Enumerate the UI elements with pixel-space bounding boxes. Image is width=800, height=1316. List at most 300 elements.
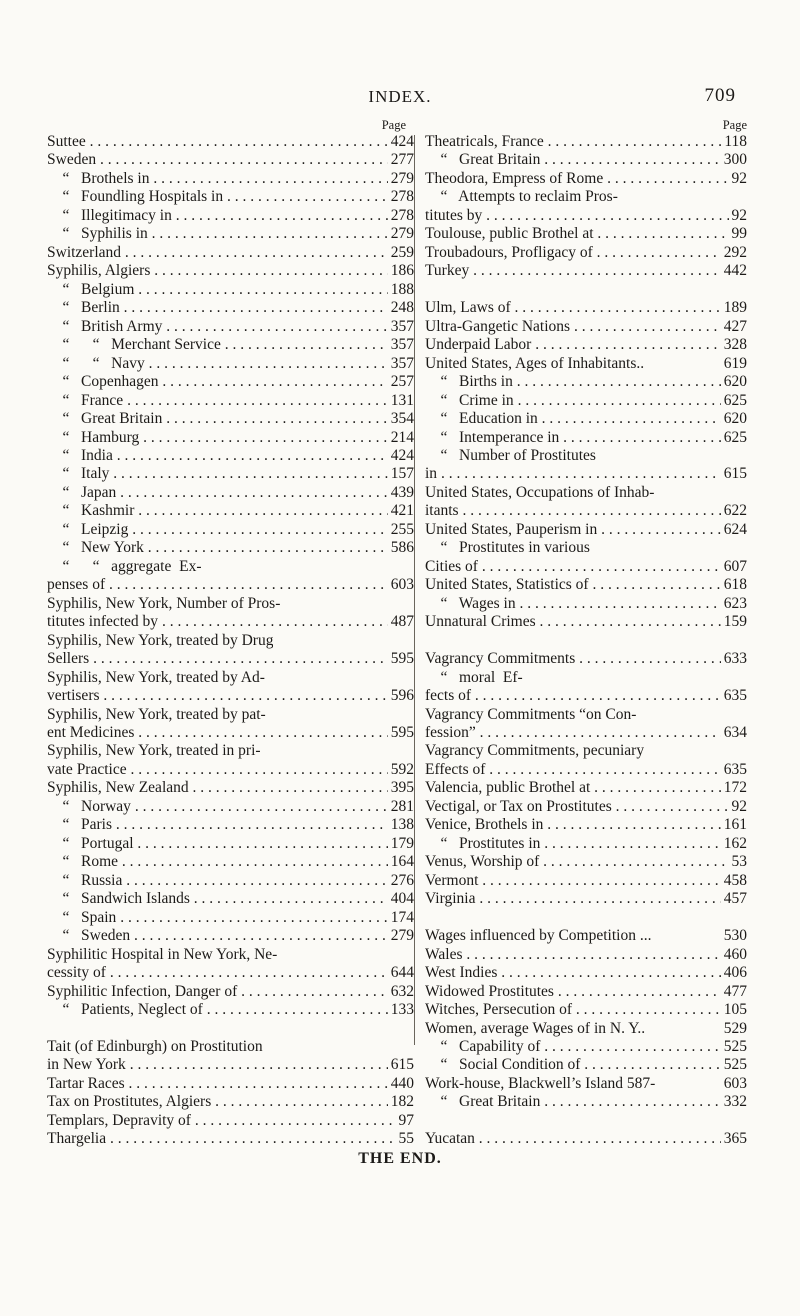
entry-page-number: 357 — [390, 354, 414, 372]
entry-text: “ Berlin . . . — [47, 299, 388, 317]
entry-text: “ Intemperance in . . . — [425, 429, 721, 447]
index-entry — [47, 521, 414, 539]
entry-text: “ Patients, Neglect of . . . — [47, 1001, 388, 1019]
right-index-column — [425, 117, 747, 1149]
entry-text: Sweden . . . — [47, 151, 388, 169]
entry-text: “ Prostitutes in . . . — [425, 835, 721, 853]
entry-page-number: 395 — [390, 779, 414, 797]
entry-text: Cities of . . . — [425, 558, 721, 576]
entry-text: penses of . . . — [47, 576, 388, 594]
index-entry — [47, 946, 414, 964]
entry-page-number: 279 — [390, 225, 414, 243]
entry-text: “ Rome . . . — [47, 853, 388, 871]
entry-text: in . . . — [425, 465, 721, 483]
index-entry — [425, 927, 747, 945]
index-entry — [425, 502, 747, 520]
index-entry — [47, 613, 414, 631]
entry-page-number: 529 — [723, 1019, 747, 1037]
entry-page-number: 623 — [723, 594, 747, 612]
entry-page-number: 634 — [723, 724, 747, 741]
entry-page-number: 357 — [390, 336, 414, 354]
entry-page-number: 424 — [390, 133, 414, 150]
entry-text: “ Syphilis in . . . — [47, 225, 388, 243]
entry-text: “ India . . . — [47, 447, 388, 465]
entry-page-number: 92 — [731, 206, 747, 224]
entry-page-number: 644 — [390, 964, 414, 982]
entry-text: Suttee . . . — [47, 133, 388, 151]
entry-page-number: 607 — [723, 557, 747, 575]
entry-page-number: 625 — [723, 391, 747, 409]
index-entry — [47, 890, 414, 908]
entry-text: Syphilitic Hospital in New York, Ne- — [47, 945, 278, 963]
entry-page-number: 615 — [723, 465, 747, 483]
entry-text: fects of . . . — [425, 687, 721, 705]
entry-text: Thargelia . . . — [47, 1130, 396, 1148]
entry-text: “ Education in . . . — [425, 410, 721, 428]
entry-page-number: 174 — [390, 908, 414, 926]
entry-text: Wales . . . — [425, 946, 721, 964]
entry-page-number: 133 — [390, 1001, 414, 1019]
index-entry — [425, 244, 747, 262]
entry-text: Syphilis, New Zealand . . . — [47, 779, 388, 797]
entry-text: “ Sandwich Islands . . . — [47, 890, 388, 908]
index-entry — [425, 392, 747, 410]
entry-page-number: 635 — [723, 687, 747, 705]
index-entry — [425, 225, 747, 243]
entry-text: Witches, Persecution of . . . — [425, 1001, 721, 1019]
entry-text: “ Number of Prostitutes — [425, 446, 596, 464]
index-entry — [425, 1001, 747, 1019]
entry-page-number: 620 — [723, 410, 747, 428]
index-entry — [47, 927, 414, 945]
entry-text: “ Prostitutes in various — [425, 539, 590, 557]
entry-text: Yucatan . . . — [425, 1130, 721, 1148]
entry-text: Syphilis, New York, treated by pat- — [47, 705, 266, 723]
index-entry — [425, 355, 747, 373]
index-entry — [425, 761, 747, 779]
entry-page-number: 276 — [390, 871, 414, 889]
entry-text: Wages influenced by Competition ... — [425, 927, 652, 945]
index-entry — [425, 983, 747, 1001]
page-column-heading: Page — [722, 118, 747, 132]
entry-text: Valencia, public Brothel at . . . — [425, 779, 721, 797]
index-entry — [47, 392, 414, 410]
index-entry — [425, 613, 747, 631]
entry-text: “ “ Merchant Service . . . — [47, 336, 388, 354]
entry-page-number: 189 — [723, 299, 747, 317]
entry-text: Underpaid Labor . . . — [425, 336, 721, 354]
entry-text: “ Norway . . . — [47, 798, 388, 816]
entry-page-number: 279 — [390, 927, 414, 945]
entry-page-number: 404 — [390, 890, 414, 908]
entry-page-number: 277 — [390, 151, 414, 169]
entry-text: itants . . . — [425, 502, 721, 520]
index-entry — [425, 1112, 747, 1130]
index-entry — [425, 410, 747, 428]
index-entry — [47, 687, 414, 705]
entry-text: Vagrancy Commitments “on Con- — [425, 705, 637, 723]
index-entry — [47, 632, 414, 650]
entry-page-number: 622 — [723, 502, 747, 520]
entry-text: “ Portugal . . . — [47, 835, 388, 853]
index-entry — [47, 742, 414, 760]
entry-page-number: 281 — [390, 797, 414, 815]
entry-page-number: 255 — [390, 520, 414, 538]
index-entry — [425, 742, 747, 760]
entry-text: “ Great Britain . . . — [425, 151, 721, 169]
entry-page-number: 406 — [723, 964, 747, 982]
index-entry — [425, 632, 747, 650]
page-number: 709 — [704, 85, 736, 106]
entry-text: cessity of . . . — [47, 964, 388, 982]
index-entry — [47, 595, 414, 613]
index-entry — [47, 318, 414, 336]
entry-page-number: 525 — [723, 1056, 747, 1074]
entry-text: Work-house, Blackwell’s Island 587- — [425, 1074, 656, 1092]
index-entry — [47, 373, 414, 391]
index-entry — [425, 299, 747, 317]
index-entry — [425, 1075, 747, 1093]
entry-text: Toulouse, public Brothel at . . . — [425, 225, 729, 243]
entry-text: United States, Pauperism in . . . — [425, 521, 721, 539]
index-entry — [47, 706, 414, 724]
entry-text: Syphilitic Infection, Danger of . . . — [47, 983, 388, 1001]
index-entry — [425, 1020, 747, 1038]
entry-page-number: 138 — [390, 816, 414, 834]
entry-page-number: 131 — [390, 391, 414, 409]
index-entry — [47, 669, 414, 687]
entry-text: Syphilis, Algiers . . . — [47, 262, 388, 280]
index-entry — [425, 872, 747, 890]
entry-text: Virginia . . . — [425, 890, 721, 908]
index-entry — [425, 151, 747, 169]
index-entry — [425, 576, 747, 594]
entry-text: titutes by . . . — [425, 207, 729, 225]
index-entry — [425, 188, 747, 206]
index-entry — [47, 558, 414, 576]
index-entry — [47, 262, 414, 280]
index-entry — [47, 355, 414, 373]
entry-text: “ Copenhagen . . . — [47, 373, 388, 391]
entry-text: “ Social Condition of . . . — [425, 1056, 721, 1074]
entry-page-number: 365 — [723, 1130, 747, 1148]
entry-page-number: 248 — [390, 299, 414, 317]
index-entry — [47, 576, 414, 594]
index-entry — [425, 964, 747, 982]
entry-page-number: 92 — [731, 169, 747, 187]
entry-text: Tartar Races . . . — [47, 1075, 388, 1093]
index-entry — [425, 373, 747, 391]
index-entry — [47, 188, 414, 206]
entry-page-number: 595 — [390, 650, 414, 668]
index-entry — [425, 946, 747, 964]
entry-text: United States, Occupations of Inhab- — [425, 483, 655, 501]
entry-page-number: 279 — [390, 169, 414, 187]
index-entry — [425, 779, 747, 797]
entry-text: Ulm, Laws of . . . — [425, 299, 721, 317]
index-entry — [47, 650, 414, 668]
entry-text: “ France . . . — [47, 392, 388, 410]
entry-page-number: 357 — [390, 317, 414, 335]
entry-text: “ Capability of . . . — [425, 1038, 721, 1056]
index-entry — [47, 281, 414, 299]
entry-text: “ British Army . . . — [47, 318, 388, 336]
entry-page-number: 105 — [723, 1001, 747, 1019]
entry-text: “ Russia . . . — [47, 872, 388, 890]
entry-text: Effects of . . . — [425, 761, 721, 779]
entry-text: United States, Statistics of . . . — [425, 576, 721, 594]
index-entry — [425, 429, 747, 447]
index-entry — [47, 724, 414, 742]
index-entry — [47, 1038, 414, 1056]
index-entry — [425, 595, 747, 613]
entry-text: Turkey . . . — [425, 262, 721, 280]
entry-text: Vectigal, or Tax on Prostitutes . . . — [425, 798, 729, 816]
entry-text: Venus, Worship of . . . — [425, 853, 729, 871]
entry-text: Unnatural Crimes . . . — [425, 613, 721, 631]
entry-text: Venice, Brothels in . . . — [425, 816, 721, 834]
entry-page-number: 300 — [723, 151, 747, 169]
entry-page-number: 159 — [723, 613, 747, 631]
entry-text: “ Crime in . . . — [425, 392, 721, 410]
entry-page-number: 442 — [723, 262, 747, 280]
entry-text: “ Foundling Hospitals in . . . — [47, 188, 388, 206]
index-entry — [425, 650, 747, 668]
entry-text: “ Paris . . . — [47, 816, 388, 834]
entry-text: “ Illegitimacy in . . . — [47, 207, 388, 225]
entry-page-number: 615 — [390, 1056, 414, 1074]
entry-text: “ Spain . . . — [47, 909, 388, 927]
index-entry — [425, 521, 747, 539]
entry-page-number: 421 — [390, 502, 414, 520]
index-entry — [425, 669, 747, 687]
index-entry — [47, 244, 414, 262]
index-entry — [425, 687, 747, 705]
entry-text: “ Belgium . . . — [47, 281, 388, 299]
index-entry — [47, 964, 414, 982]
index-entry — [425, 262, 747, 280]
right-entry-list — [425, 133, 747, 1149]
entry-page-number: 161 — [723, 816, 747, 834]
index-entry — [47, 170, 414, 188]
page-title: INDEX. — [368, 87, 432, 106]
entry-page-number: 632 — [390, 982, 414, 1000]
entry-page-number: 257 — [390, 373, 414, 391]
entry-text: “ Births in . . . — [425, 373, 721, 391]
entry-text: “ Leipzig . . . — [47, 521, 388, 539]
entry-text: vate Practice . . . — [47, 761, 388, 779]
entry-text: “ Great Britain . . . — [425, 1093, 721, 1111]
index-entry — [47, 835, 414, 853]
entry-page-number: 292 — [723, 243, 747, 261]
index-entry — [47, 447, 414, 465]
index-entry — [47, 798, 414, 816]
entry-text: Ultra-Gangetic Nations . . . — [425, 318, 721, 336]
entry-page-number: 354 — [390, 410, 414, 428]
index-entry — [425, 798, 747, 816]
entry-page-number: 332 — [723, 1093, 747, 1111]
index-entry — [47, 983, 414, 1001]
index-entry — [425, 539, 747, 557]
index-entry — [425, 558, 747, 576]
left-index-column — [47, 117, 414, 1149]
index-entry — [47, 502, 414, 520]
entry-text: “ Wages in . . . — [425, 595, 721, 613]
left-entry-list — [47, 133, 414, 1149]
entry-page-number: 259 — [390, 243, 414, 261]
index-entry — [425, 853, 747, 871]
entry-page-number: 633 — [723, 650, 747, 668]
entry-text: “ “ aggregate Ex- — [47, 557, 202, 575]
entry-page-number: 172 — [723, 779, 747, 797]
entry-text: Tax on Prostitutes, Algiers . . . — [47, 1093, 388, 1111]
entry-page-number: 427 — [723, 317, 747, 335]
entry-text: “ “ Navy . . . — [47, 355, 388, 373]
index-entry — [47, 207, 414, 225]
entry-page-number: 157 — [390, 465, 414, 483]
entry-page-number: 179 — [390, 834, 414, 852]
entry-page-number: 188 — [390, 280, 414, 298]
entry-text: Women, average Wages of in N. Y.. — [425, 1019, 646, 1037]
index-entry — [425, 484, 747, 502]
index-entry — [47, 1001, 414, 1019]
entry-page-number: 619 — [723, 354, 747, 372]
entry-text: United States, Ages of Inhabitants.. — [425, 354, 645, 372]
entry-page-number: 487 — [390, 613, 414, 631]
the-end-footer: THE END. — [358, 1150, 442, 1167]
entry-page-number: 55 — [398, 1130, 414, 1148]
index-entry — [425, 835, 747, 853]
entry-text: Sellers . . . — [47, 650, 388, 668]
entry-page-number: 278 — [390, 206, 414, 224]
index-entry — [425, 281, 747, 299]
entry-page-number: 460 — [723, 945, 747, 963]
index-entry — [425, 890, 747, 908]
index-entry — [425, 724, 747, 742]
entry-page-number: 457 — [723, 890, 747, 908]
entry-text: Vagrancy Commitments, pecuniary — [425, 742, 645, 760]
index-entry — [47, 1075, 414, 1093]
index-entry — [425, 207, 747, 225]
entry-text: Vermont . . . — [425, 872, 721, 890]
index-entry — [47, 336, 414, 354]
index-entry — [425, 318, 747, 336]
entry-page-number: 525 — [723, 1037, 747, 1055]
entry-text: Syphilis, New York, treated by Ad- — [47, 668, 265, 686]
index-entry — [47, 133, 414, 151]
index-entry — [425, 1093, 747, 1111]
entry-page-number: 586 — [390, 539, 414, 557]
entry-page-number: 92 — [731, 797, 747, 815]
entry-page-number: 477 — [723, 982, 747, 1000]
entry-page-number: 328 — [723, 336, 747, 354]
entry-page-number: 214 — [390, 428, 414, 446]
index-entry — [425, 133, 747, 151]
entry-page-number: 162 — [723, 834, 747, 852]
entry-text: “ Italy . . . — [47, 465, 388, 483]
entry-page-number: 118 — [724, 133, 747, 150]
index-entry — [47, 1093, 414, 1111]
entry-page-number: 603 — [390, 576, 414, 594]
entry-page-number: 618 — [723, 576, 747, 594]
entry-text: Tait (of Edinburgh) on Prostitution — [47, 1037, 263, 1055]
entry-text: “ moral Ef- — [425, 668, 523, 686]
index-entry — [425, 1056, 747, 1074]
index-entry — [425, 447, 747, 465]
index-entry — [47, 1020, 414, 1038]
entry-text: “ Kashmir . . . — [47, 502, 388, 520]
index-entry — [47, 816, 414, 834]
entry-page-number: 186 — [390, 262, 414, 280]
entry-page-number: 624 — [723, 520, 747, 538]
index-entry — [47, 853, 414, 871]
index-entry — [47, 779, 414, 797]
index-entry — [47, 429, 414, 447]
entry-text: “ New York . . . — [47, 539, 388, 557]
column-divider — [414, 135, 415, 1045]
entry-text: Switzerland . . . — [47, 244, 388, 262]
index-entry — [425, 1038, 747, 1056]
index-entry — [47, 1112, 414, 1130]
index-entry — [425, 816, 747, 834]
index-entry — [425, 706, 747, 724]
entry-page-number: 439 — [390, 483, 414, 501]
index-entry — [425, 336, 747, 354]
entry-text: in New York . . . — [47, 1056, 388, 1074]
entry-page-number: 53 — [731, 853, 747, 871]
entry-page-number: 97 — [398, 1111, 414, 1129]
entry-text: Templars, Depravity of . . . — [47, 1112, 396, 1130]
entry-text: Widowed Prostitutes . . . — [425, 983, 721, 1001]
entry-text: “ Hamburg . . . — [47, 429, 388, 447]
entry-page-number: 596 — [390, 687, 414, 705]
index-entry — [47, 465, 414, 483]
entry-page-number: 595 — [390, 724, 414, 741]
entry-text: “ Brothels in . . . — [47, 170, 388, 188]
entry-text: “ Sweden . . . — [47, 927, 388, 945]
entry-page-number: 164 — [390, 853, 414, 871]
entry-text: West Indies . . . — [425, 964, 721, 982]
entry-page-number: 603 — [723, 1074, 747, 1092]
index-entry — [425, 1130, 747, 1148]
page-column-heading: Page — [381, 118, 406, 132]
entry-page-number: 592 — [390, 760, 414, 778]
entry-page-number: 278 — [390, 188, 414, 206]
entry-text: “ Japan . . . — [47, 484, 388, 502]
index-entry — [47, 299, 414, 317]
index-entry — [47, 539, 414, 557]
entry-text: Theatricals, France . . . — [425, 133, 721, 151]
index-entry — [425, 465, 747, 483]
entry-page-number: 620 — [723, 373, 747, 391]
index-entry — [425, 909, 747, 927]
index-entry — [47, 484, 414, 502]
entry-page-number: 635 — [723, 760, 747, 778]
entry-page-number: 99 — [731, 225, 747, 243]
index-entry — [47, 872, 414, 890]
entry-text: Vagrancy Commitments . . . — [425, 650, 721, 668]
entry-text: Syphilis, New York, treated in pri- — [47, 742, 261, 760]
entry-page-number: 530 — [723, 927, 747, 945]
entry-page-number: 458 — [723, 871, 747, 889]
entry-page-number: 625 — [723, 428, 747, 446]
entry-text: Troubadours, Profligacy of . . . — [425, 244, 721, 262]
entry-text: Syphilis, New York, treated by Drug — [47, 631, 274, 649]
entry-page-number: 182 — [390, 1093, 414, 1111]
index-entry — [47, 151, 414, 169]
entry-text: titutes infected by . . . — [47, 613, 388, 631]
entry-text: fession” . . . — [425, 724, 721, 742]
